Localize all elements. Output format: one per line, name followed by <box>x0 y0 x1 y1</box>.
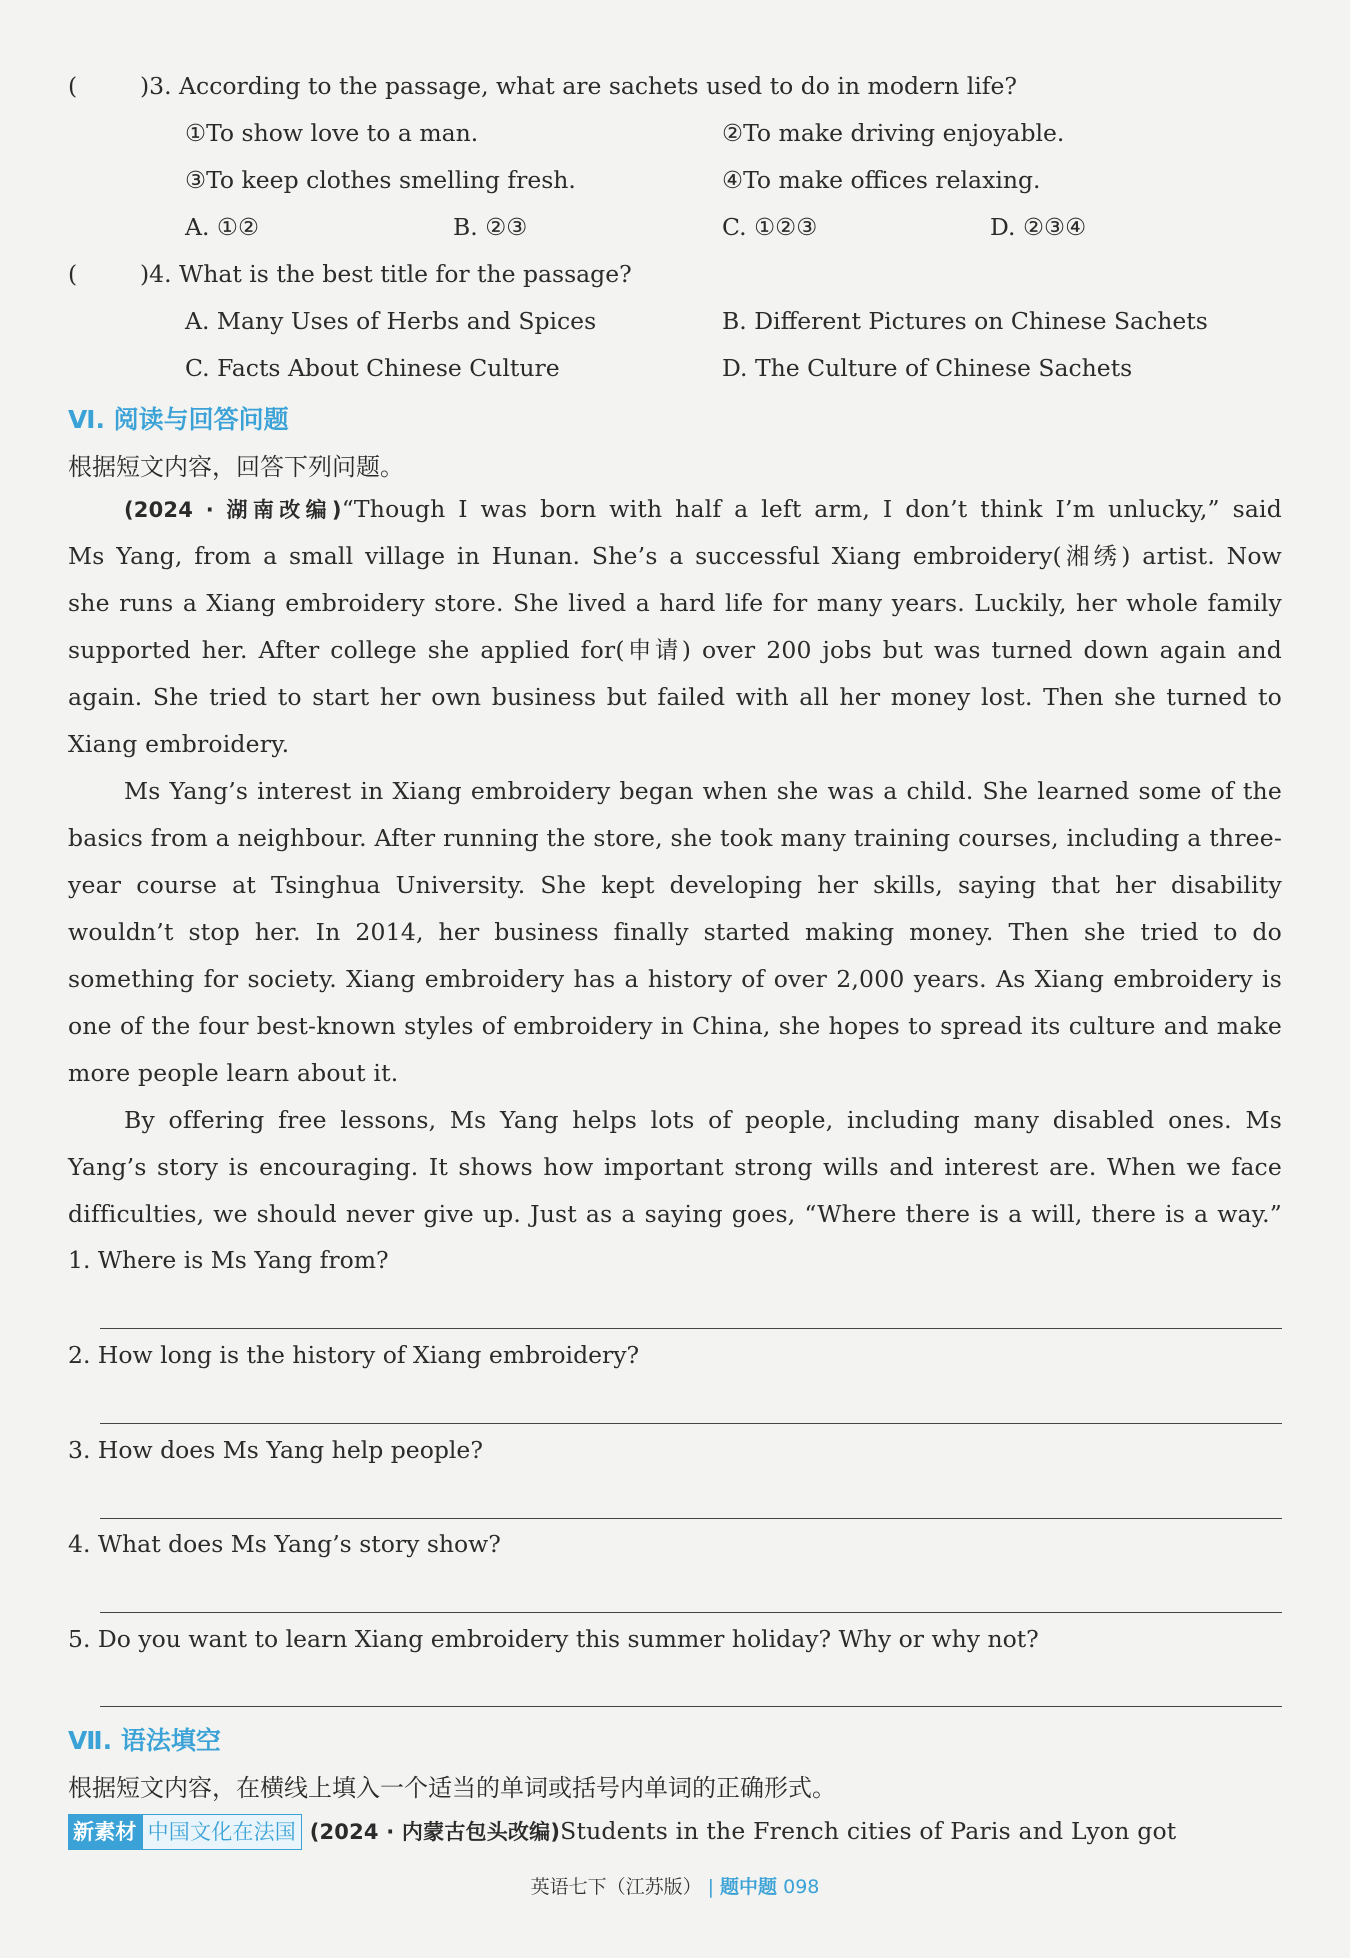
question-5: 5. Do you want to learn Xiang embroidery this summer holiday? Why or why not? <box>68 1625 1039 1653</box>
answer-line-2[interactable] <box>100 1423 1282 1424</box>
section-7-heading: Ⅶ. 语法填空 <box>68 1726 221 1755</box>
passage-line: Yang’s story is encouraging. It shows how important strong wills and interest are. When we face <box>68 1153 1282 1181</box>
passage-line: By offering free lessons, Ms Yang helps lots of people, including many disabled ones. Ms <box>124 1106 1282 1134</box>
page-footer: 英语七下（江苏版） | 题中题 098 <box>530 1876 820 1898</box>
q3-choice-b: B. ②③ <box>453 213 528 241</box>
question-2: 2. How long is the history of Xiang embroidery? <box>68 1341 640 1369</box>
answer-line-1[interactable] <box>100 1328 1282 1329</box>
source-tag: (2024 · 内蒙古包头改编) <box>309 1820 561 1844</box>
source-tag: (2024 · 湖南改编) <box>124 498 342 522</box>
q4-paren: ( <box>68 260 78 288</box>
section-6-heading: Ⅵ. 阅读与回答问题 <box>68 405 289 434</box>
section-6-instruction: 根据短文内容，回答下列问题。 <box>68 453 404 481</box>
q3-option-2: ②To make driving enjoyable. <box>722 119 1065 147</box>
q3-choice-c: C. ①②③ <box>722 213 818 241</box>
passage-line: one of the four best-known styles of embroidery in China, she hopes to spread its culture and make <box>68 1012 1282 1040</box>
question-1: 1. Where is Ms Yang from? <box>68 1246 389 1274</box>
passage-line: she runs a Xiang embroidery store. She lived a hard life for many years. Luckily, her whole family <box>68 589 1282 617</box>
passage-line: difficulties, we should never give up. Just as a saying goes, “Where there is a will, there is a way.” <box>68 1200 1282 1228</box>
brand-name: 题中题 <box>720 1876 778 1898</box>
passage-line: (2024 · 湖南改编)“Though I was born with half a left arm, I don’t think I’m unlucky,” said <box>124 495 1282 523</box>
q3-choice-a: A. ①② <box>185 213 260 241</box>
q4-choice-a: A. Many Uses of Herbs and Spices <box>185 307 597 335</box>
page-number: 098 <box>783 1876 820 1898</box>
question-4: 4. What does Ms Yang’s story show? <box>68 1530 501 1558</box>
book-title: 英语七下（江苏版） <box>530 1876 702 1898</box>
passage-line: Ms Yang’s interest in Xiang embroidery began when she was a child. She learned some of the <box>124 777 1282 805</box>
passage-line: again. She tried to start her own business but failed with all her money lost. Then she turned to <box>68 683 1282 711</box>
passage-line: year course at Tsinghua University. She kept developing her skills, saying that her disability <box>68 871 1282 899</box>
passage-line: supported her. After college she applied for(申请) over 200 jobs but was turned down again and <box>68 636 1282 664</box>
section-7-instruction: 根据短文内容，在横线上填入一个适当的单词或括号内单词的正确形式。 <box>68 1774 836 1802</box>
passage-line: Ms Yang, from a small village in Hunan. She’s a successful Xiang embroidery(湘绣) artist. Now <box>68 542 1282 570</box>
q3-paren: ( <box>68 72 78 100</box>
q4-stem: )4. What is the best title for the passage? <box>140 260 632 288</box>
answer-line-4[interactable] <box>100 1612 1282 1613</box>
answer-line-3[interactable] <box>100 1518 1282 1519</box>
q4-choice-c: C. Facts About Chinese Culture <box>185 354 560 382</box>
section-7-text: Students in the French cities of Paris and Lyon got <box>560 1817 1177 1845</box>
passage-line: wouldn’t stop her. In 2014, her business finally started making money. Then she tried to do <box>68 918 1282 946</box>
q4-choice-d: D. The Culture of Chinese Sachets <box>722 354 1133 382</box>
q3-option-4: ④To make offices relaxing. <box>722 166 1041 194</box>
q3-option-1: ①To show love to a man. <box>185 119 479 147</box>
q4-choice-b: B. Different Pictures on Chinese Sachets <box>722 307 1208 335</box>
section-7-first-line <box>68 1814 1176 1850</box>
passage-line: basics from a neighbour. After running the store, she took many training courses, including a three- <box>68 824 1282 852</box>
q3-choice-d: D. ②③④ <box>990 213 1087 241</box>
topic-tag: 中国文化在法国 <box>142 1814 302 1850</box>
passage-line: Xiang embroidery. <box>68 730 290 758</box>
q3-option-3: ③To keep clothes smelling fresh. <box>185 166 576 194</box>
q3-stem: )3. According to the passage, what are sachets used to do in modern life? <box>140 72 1017 100</box>
passage-line: something for society. Xiang embroidery has a history of over 2,000 years. As Xiang embroidery is <box>68 965 1282 993</box>
new-material-tag: 新素材 <box>68 1814 142 1850</box>
question-3: 3. How does Ms Yang help people? <box>68 1436 483 1464</box>
answer-line-5[interactable] <box>100 1706 1282 1707</box>
passage-line: more people learn about it. <box>68 1059 399 1087</box>
